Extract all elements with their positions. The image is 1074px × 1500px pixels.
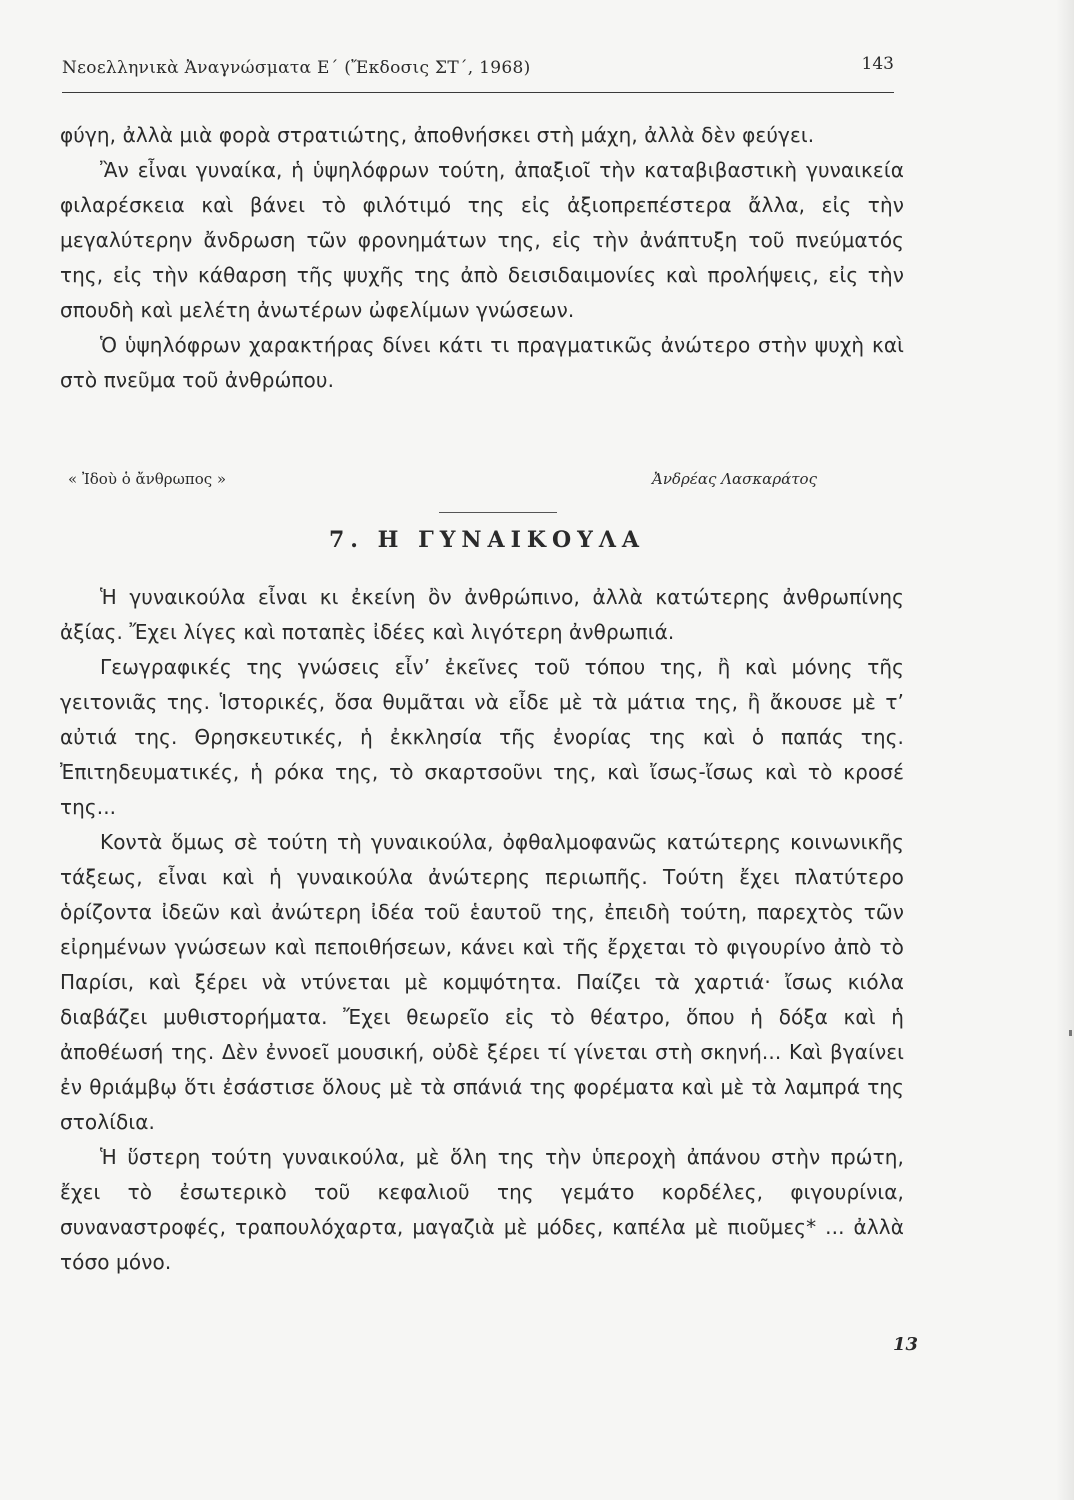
header-page-number: 143 [861, 54, 894, 74]
section-paragraph-4: Ἡ ὕστερη τούτη γυναικούλα, μὲ ὅλη της τὴν ὑπεροχὴ ἀπάνου στὴν πρώτη, ἔχει τὸ ἐσωτερικὸ τοῦ κεφαλιοῦ της γεμάτο κορδέλες, φιγουρίνια, συναναστροφές, τραπουλόχαρτα, μαγαζιὰ μὲ μόδες, καπέλα μὲ πιοῦμες* ... ἀλλὰ τόσο μόνο. [60, 1145, 904, 1274]
running-header [62, 52, 894, 93]
intro-paragraph-2: Ἂν εἶναι γυναίκα, ἡ ὑψηλόφρων τούτη, ἀπαξιοῖ τὴν καταβιβαστικὴ γυναικεία φιλαρέσκεια καὶ βάνει τὸ φιλότιμό της εἰς ἀξιοπρεπέστερα ἄλλα, εἰς τὴν μεγαλύτερην ἄνδρωση τῶν φρονημάτων της, εἰς τὴν ἀνάπτυξη τοῦ πνεύματός της, εἰς τὴν κάθαρση τῆς ψυχῆς της ἀπὸ δεισιδαιμονίες καὶ προλήψεις, εἰς τὴν σπουδὴ καὶ μελέτη ἀνωτέρων ὠφελίμων γνώσεων. [60, 158, 904, 322]
scan-mark [1069, 1030, 1072, 1036]
attribution-author: Ἀνδρέας Λασκαράτος [652, 470, 817, 488]
header-title: Νεοελληνικὰ Ἀναγνώσματα Ε΄ (Ἔκδοσις ΣΤ΄, 1968) [62, 58, 531, 78]
attribution-source: « Ἰδοὺ ὁ ἄνθρωπος » [68, 470, 227, 488]
section-text-block [60, 580, 904, 1280]
page-edge-shadow [1056, 0, 1074, 1500]
section-paragraph-1: Ἡ γυναικούλα εἶναι κι ἐκείνη ὂν ἀνθρώπινο, ἀλλὰ κατώτερης ἀνθρωπίνης ἀξίας. Ἔχει λίγες καὶ ποταπὲς ἰδέες καὶ λιγότερη ἀνθρωπιά. [60, 585, 904, 644]
section-divider [439, 512, 557, 513]
intro-text-block [60, 118, 904, 398]
signature-number: 13 [892, 1334, 918, 1355]
section-paragraph-2: Γεωγραφικές της γνώσεις εἶν’ ἐκεῖνες τοῦ τόπου της, ἢ καὶ μόνης τῆς γειτονιᾶς της. Ἱστορικές, ὅσα θυμᾶται νὰ εἶδε μὲ τὰ μάτια της, ἢ ἄκουσε μὲ τ’ αὐτιά της. Θρησκευτικές, ἡ ἐκκλησία τῆς ἐνορίας της καὶ ὁ παπάς της. Ἐπιτηδευματικές, ἡ ρόκα της, τὸ σκαρτσοῦνι της, καὶ ἴσως-ἴσως καὶ τὸ κροσέ της... [60, 655, 904, 819]
section-title: 7. Η ΓΥΝΑΙΚΟΥΛΑ [329, 527, 645, 553]
section-paragraph-3: Κοντὰ ὅμως σὲ τούτη τὴ γυναικούλα, ὀφθαλμοφανῶς κατώτερης κοινωνικῆς τάξεως, εἶναι καὶ ἡ γυναικούλα ἀνώτερης περιωπῆς. Τούτη ἔχει πλατύτερο ὁρίζοντα ἰδεῶν καὶ ἀνώτερη ἰδέα τοῦ ἑαυτοῦ της, ἐπειδὴ τούτη, παρεχτὸς τῶν εἰρημένων γνώσεων καὶ πεποιθήσεων, κάνει καὶ τῆς ἔρχεται τὸ φιγουρίνο ἀπὸ τὸ Παρίσι, καὶ ξέρει νὰ ντύνεται μὲ κομψότητα. Παίζει τὰ χαρτιά· ἴσως κιόλα διαβάζει μυθιστορήματα. Ἔχει θεωρεῖο εἰς τὸ θέατρο, ὅπου ἡ δόξα καὶ ἡ ἀποθέωσή της. Δὲν ἐννοεῖ μουσική, οὐδὲ ξέρει τί γίνεται στὴ σκηνή... Καὶ βγαίνει ἐν θριάμβῳ ὅτι ἐσάστισε ὅλους μὲ τὰ σπάνιά της φορέματα καὶ μὲ τὰ λαμπρά της στολίδια. [60, 830, 904, 1134]
intro-paragraph-1: φύγη, ἀλλὰ μιὰ φορὰ στρατιώτης, ἀποθνήσκει στὴ μάχη, ἀλλὰ δὲν φεύγει. [60, 123, 815, 147]
intro-paragraph-3: Ὁ ὑψηλόφρων χαρακτήρας δίνει κάτι τι πραγματικῶς ἀνώτερο στὴν ψυχὴ καὶ στὸ πνεῦμα τοῦ ἀνθρώπου. [60, 333, 904, 392]
